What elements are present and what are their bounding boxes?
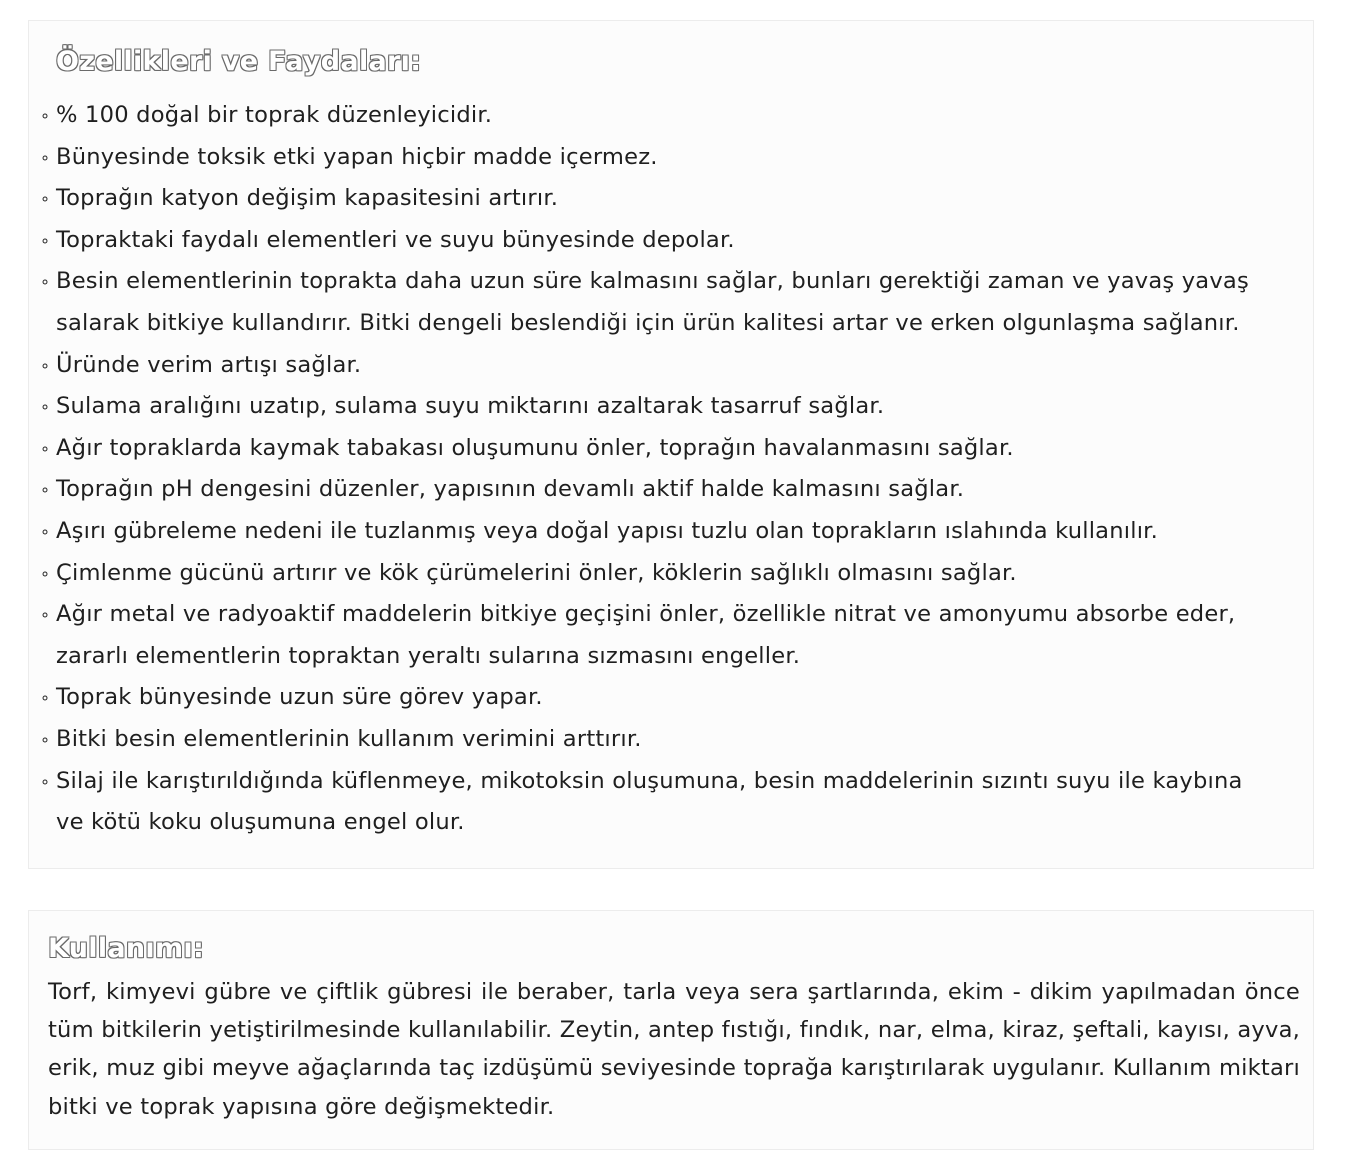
feature-text-line: Toprağın pH dengesini düzenler, yapısının devamlı aktif halde kalmasını sağlar. bbox=[56, 476, 965, 503]
bullet-icon: ∘ bbox=[40, 688, 51, 708]
features-heading: Özellikleri ve Faydaları: bbox=[56, 46, 422, 77]
feature-text-line: Topraktaki faydalı elementleri ve suyu bünyesinde depolar. bbox=[56, 226, 735, 253]
feature-list-item bbox=[39, 594, 1309, 677]
feature-text-line: Ağır topraklarda kaymak tabakası oluşumunu önler, toprağın havalanmasını sağlar. bbox=[56, 434, 1014, 461]
usage-panel bbox=[28, 910, 1314, 1150]
bullet-icon: ∘ bbox=[40, 272, 51, 292]
feature-text-line: Toprağın katyon değişim kapasitesini artırır. bbox=[56, 185, 559, 212]
bullet-icon: ∘ bbox=[40, 605, 51, 625]
feature-text-line: Sulama aralığını uzatıp, sulama suyu miktarını azaltarak tasarruf sağlar. bbox=[56, 393, 885, 420]
feature-text-line: Bünyesinde toksik etki yapan hiçbir madde içermez. bbox=[56, 143, 658, 170]
feature-list-item bbox=[39, 677, 1309, 719]
feature-list-item bbox=[39, 553, 1309, 595]
bullet-icon: ∘ bbox=[40, 480, 51, 500]
feature-list-item bbox=[39, 428, 1309, 470]
feature-list-item bbox=[39, 345, 1309, 387]
feature-text-line: Besin elementlerinin toprakta daha uzun süre kalmasını sağlar, bunları gerektiği zaman ve yavaş yavaş bbox=[56, 268, 1249, 295]
bullet-icon: ∘ bbox=[40, 521, 51, 541]
bullet-icon: ∘ bbox=[40, 771, 51, 791]
feature-text-line: Toprak bünyesinde uzun süre görev yapar. bbox=[56, 684, 543, 711]
feature-list-item bbox=[39, 220, 1309, 262]
usage-paragraph: Torf, kimyevi gübre ve çiftlik gübresi ile beraber, tarla veya sera şartlarında, ekim - dikim yapılmadan önce tüm bitkilerin yetiştirilmesinde kullanılabilir. Zeytin, antep fıstığı, fındık, nar, elma, kiraz, şeftali, kayısı, ayva, erik, muz gibi meyve ağaçlarında taç izdüşümü seviyesinde toprağa karıştırılarak uygulanır. Kullanım miktarı bitki ve toprak yapısına göre değişmektedir. bbox=[48, 979, 1300, 1120]
feature-list-item bbox=[39, 719, 1309, 761]
feature-list-item bbox=[39, 261, 1309, 344]
feature-text-line: Bitki besin elementlerinin kullanım verimini arttırır. bbox=[56, 725, 642, 752]
feature-list-item bbox=[39, 761, 1309, 844]
features-panel bbox=[28, 20, 1314, 869]
bullet-icon: ∘ bbox=[40, 397, 51, 417]
feature-list-item bbox=[39, 95, 1309, 137]
features-list bbox=[39, 95, 1309, 844]
feature-list-item bbox=[39, 469, 1309, 511]
feature-text-line: salarak bitkiye kullandırır. Bitki dengeli beslendiği için ürün kalitesi artar ve erken olgunlaşma sağlanır. bbox=[56, 309, 1240, 336]
bullet-icon: ∘ bbox=[40, 438, 51, 458]
feature-text-line: ve kötü koku oluşumuna engel olur. bbox=[56, 809, 465, 836]
bullet-icon: ∘ bbox=[40, 355, 51, 375]
feature-text-line: % 100 doğal bir toprak düzenleyicidir. bbox=[56, 102, 493, 128]
feature-text-line: Ağır metal ve radyoaktif maddelerin bitkiye geçişini önler, özellikle nitrat ve amonyumu absorbe eder, bbox=[56, 601, 1236, 628]
bullet-icon: ∘ bbox=[40, 106, 51, 125]
bullet-icon: ∘ bbox=[40, 147, 51, 167]
usage-heading: Kullanımı: bbox=[48, 933, 205, 964]
feature-list-item bbox=[39, 178, 1309, 220]
bullet-icon: ∘ bbox=[40, 729, 51, 749]
bullet-icon: ∘ bbox=[40, 189, 51, 209]
feature-text-line: zararlı elementlerin topraktan yeraltı sularına sızmasını engeller. bbox=[56, 642, 801, 669]
feature-text-line: Üründe verim artışı sağlar. bbox=[56, 351, 362, 378]
bullet-icon: ∘ bbox=[40, 230, 51, 250]
feature-text-line: Çimlenme gücünü artırır ve kök çürümelerini önler, köklerin sağlıklı olmasını sağlar. bbox=[56, 559, 1017, 586]
bullet-icon: ∘ bbox=[40, 563, 51, 583]
feature-list-item bbox=[39, 511, 1309, 553]
feature-text-line: Aşırı gübreleme nedeni ile tuzlanmış veya doğal yapısı tuzlu olan toprakların ıslahında kullanılır. bbox=[56, 517, 1158, 544]
feature-text-line: Silaj ile karıştırıldığında küflenmeye, mikotoksin oluşumuna, besin maddelerinin sızıntı suyu ile kaybına bbox=[56, 767, 1243, 794]
feature-list-item bbox=[39, 386, 1309, 428]
feature-list-item bbox=[39, 137, 1309, 179]
